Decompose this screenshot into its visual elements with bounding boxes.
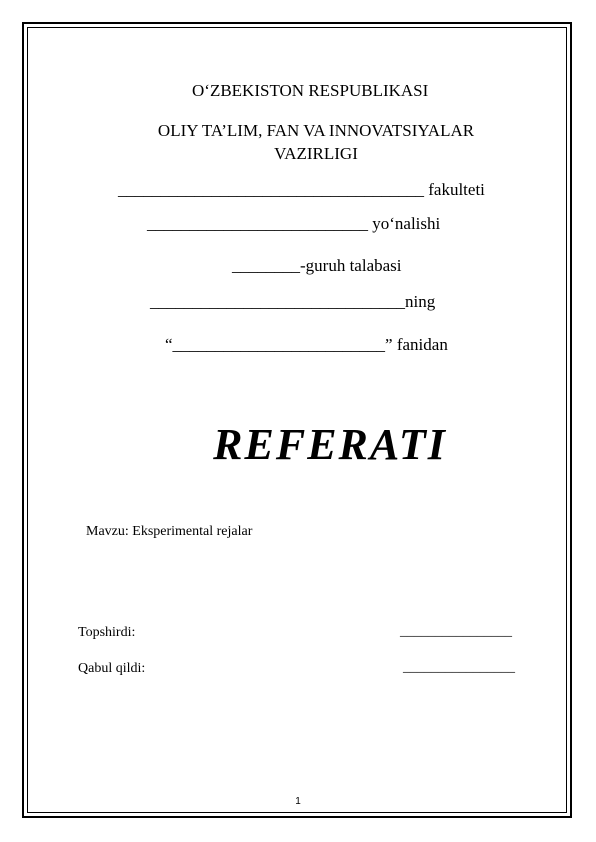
- submitted-by-signature-line: ________________: [400, 624, 512, 639]
- group-line: ________-guruh talabasi: [232, 256, 402, 275]
- ministry-heading-line2: VAZIRLIGI: [274, 144, 358, 163]
- direction-line: __________________________ yo‘nalishi: [147, 214, 441, 233]
- document-title: REFERATI: [213, 420, 447, 469]
- student-line: ______________________________ning: [150, 292, 436, 311]
- faculty-line: ____________________________________ fakulteti: [118, 180, 485, 199]
- submitted-by-label: Topshirdi:: [78, 625, 136, 640]
- subject-line: “_________________________” fanidan: [165, 335, 448, 354]
- page-number: 1: [295, 796, 301, 807]
- topic-line: Mavzu: Eksperimental rejalar: [86, 524, 253, 539]
- accepted-by-signature-line: ________________: [403, 660, 515, 675]
- ministry-heading-line1: OLIY TA’LIM, FAN VA INNOVATSIYALAR: [157, 121, 475, 140]
- accepted-by-label: Qabul qildi:: [78, 661, 146, 676]
- republic-heading: O‘ZBEKISTON RESPUBLIKASI: [192, 81, 429, 100]
